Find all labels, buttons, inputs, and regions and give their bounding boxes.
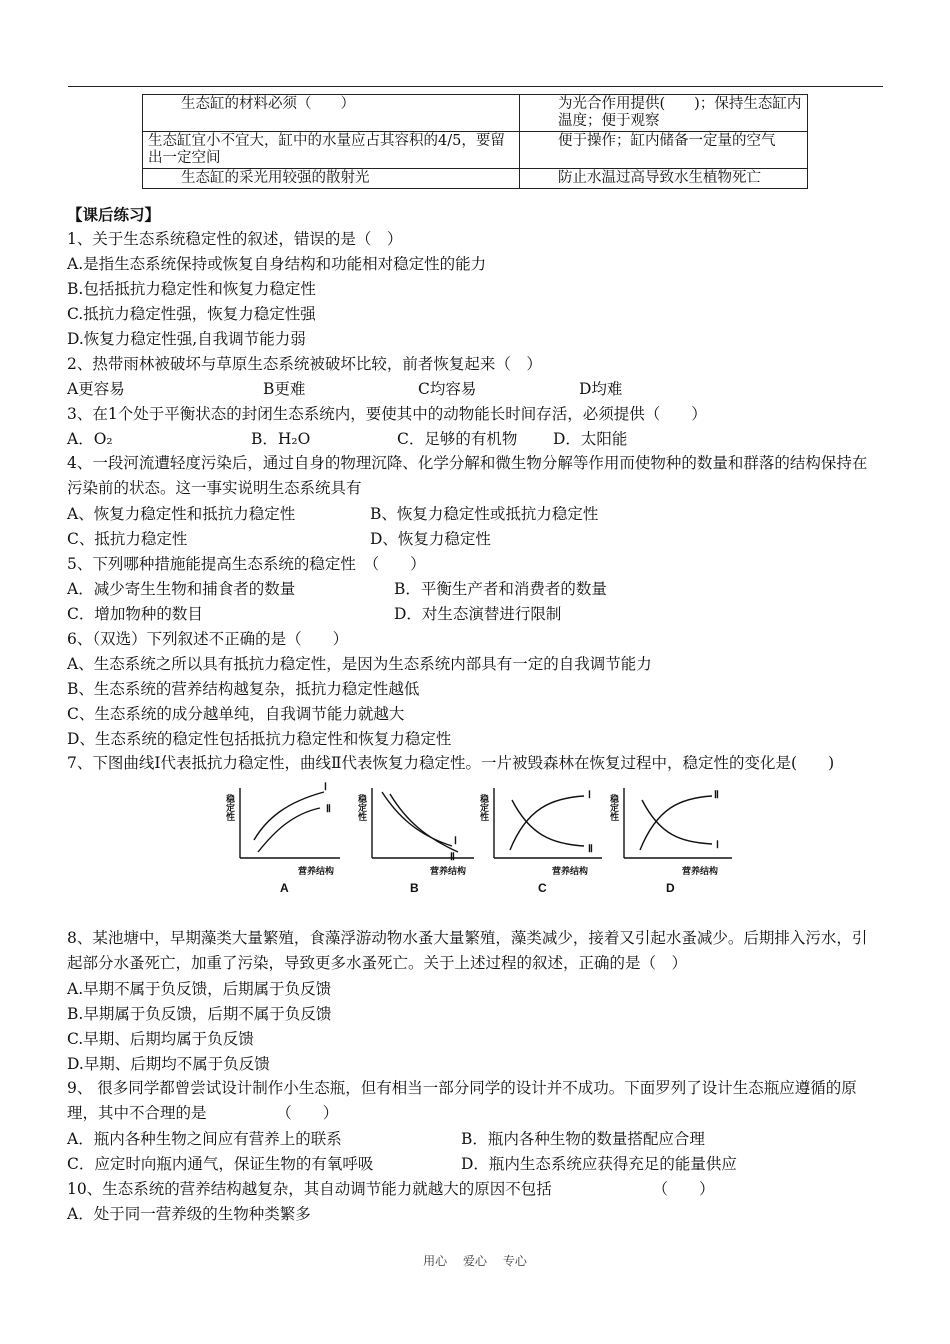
q3-option-a: A．O₂ [67,430,113,448]
question-6-stem: 6、（双选）下列叙述不正确的是（ ） [67,630,349,648]
q6-option-d: D、生态系统的稳定性包括抵抗力稳定性和恢复力稳定性 [67,730,452,748]
q2-option-b: B更难 [263,380,306,398]
table-cell: 防止水温过高导致水生植物死亡 [520,169,808,189]
q8-option-a: A.早期不属于负反馈，后期属于负反馈 [67,980,332,998]
panel-label-d: D [666,881,675,895]
q2-option-c: C均容易 [418,380,477,398]
question-10-stem: 10、生态系统的营养结构越复杂，其自动调节能力就越大的原因不包括 （ ） [67,1180,715,1198]
question-2-stem: 2、热带雨林被破坏与草原生态系统被破坏比较，前者恢复起来（ ） [67,355,542,373]
q1-option-c: C.抵抗力稳定性强，恢复力稳定性强 [67,305,316,323]
table-cell: 生态缸宜小不宜大，缸中的水量应占其容积的4/5，要留出一定空间 [143,132,520,169]
curve-label-c2: Ⅱ [588,844,593,855]
stability-curves-figure [212,780,760,896]
ylabel-b: 稳定性 [357,794,367,821]
question-4-stem: 4、一段河流遭轻度污染后，通过自身的物理沉降、化学分解和微生物分解等作用而使物种的数量和群落的结构保持在污染前的状态。这一事实说明生态系统具有 [67,454,868,497]
page-footer [0,1252,950,1269]
q9-option-b: B．瓶内各种生物的数量搭配应合理 [461,1130,705,1148]
curve-label-c1: Ⅰ [588,790,591,801]
q9-option-a: A．瓶内各种生物之间应有营养上的联系 [67,1130,342,1148]
footer-word: 专心 [502,1254,527,1268]
question-9-stem: 9、 很多同学都曾尝试设计制作小生态瓶，但有相当一部分同学的设计并不成功。下面罗列了设计生态瓶应遵循的原理，其中不合理的是 （ ） [67,1079,857,1122]
q8-option-b: B.早期属于负反馈，后期不属于负反馈 [67,1005,332,1023]
table-cell: 生态缸的材料必须（ ） [143,95,520,132]
table-row [143,169,808,189]
table-row [143,95,808,132]
q1-option-a: A.是指生态系统保持或恢复自身结构和功能相对稳定性的能力 [67,255,487,273]
question-3-stem: 3、在1个处于平衡状态的封闭生态系统内，要使其中的动物能长时间存活，必须提供（ ） [67,405,707,423]
table-cell: 便于操作；缸内储备一定量的空气 [520,132,808,169]
panel-a [240,788,340,858]
panel-label-b: B [410,881,419,895]
curve-label-b1: Ⅰ [454,836,457,847]
table-row [143,132,808,169]
q1-option-d: D.恢复力稳定性强,自我调节能力弱 [67,330,306,348]
table-cell: 为光合作用提供( )；保持生态缸内温度；便于观察 [520,95,808,132]
panel-label-a: A [280,881,289,895]
curve-label-a2: Ⅱ [326,804,331,815]
q4-option-b: B、恢复力稳定性或抵抗力稳定性 [370,505,599,523]
q10-option-a: A．处于同一营养级的生物种类繁多 [67,1205,311,1223]
q5-option-a: A．减少寄生生物和捕食者的数量 [67,580,296,598]
ylabel-d: 稳定性 [609,794,619,821]
ecobox-table [142,94,808,189]
q9-option-d: D．瓶内生态系统应获得充足的能量供应 [461,1155,737,1173]
q8-option-c: C.早期、后期均属于负反馈 [67,1030,254,1048]
q4-option-a: A、恢复力稳定性和抵抗力稳定性 [67,505,296,523]
xlabel-d: 营养结构 [682,866,719,876]
q8-option-d: D.早期、后期均不属于负反馈 [67,1055,270,1073]
xlabel-a: 营养结构 [298,866,335,876]
q9-option-c: C．应定时向瓶内通气，保证生物的有氧呼吸 [67,1155,374,1173]
ylabel-a: 稳定性 [225,794,235,821]
q4-option-c: C、抵抗力稳定性 [67,530,188,548]
ylabel-c: 稳定性 [479,794,489,821]
q5-option-c: C．增加物种的数目 [67,605,203,623]
top-rule [68,86,883,87]
q2-option-d: D均难 [579,380,623,398]
curve-label-d1: Ⅰ [716,840,719,851]
question-5-stem: 5、下列哪种措施能提高生态系统的稳定性 （ ） [67,555,426,573]
xlabel-c: 营养结构 [552,866,589,876]
panel-label-c: C [538,881,547,895]
table-cell: 生态缸的采光用较强的散射光 [143,169,520,189]
panel-b [372,788,474,858]
q4-option-d: D、恢复力稳定性 [370,530,491,548]
curve-label-d2: Ⅱ [714,790,719,801]
question-7-stem: 7、下图曲线Ⅰ代表抵抗力稳定性，曲线Ⅱ代表恢复力稳定性。一片被毁森林在恢复过程中，稳定性的变化是( ) [67,754,835,772]
q2-option-a: A更容易 [67,380,125,398]
footer-word: 用心 [423,1254,448,1268]
xlabel-b: 营养结构 [430,866,467,876]
q3-option-d: D．太阳能 [553,430,628,448]
footer-word: 爱心 [462,1254,487,1268]
q5-option-d: D．对生态演替进行限制 [394,605,562,623]
q6-option-a: A、生态系统之所以具有抵抗力稳定性，是因为生态系统内部具有一定的自我调节能力 [67,655,652,673]
q6-option-c: C、生态系统的成分越单纯，自我调节能力就越大 [67,705,405,723]
q6-option-b: B、生态系统的营养结构越复杂，抵抗力稳定性越低 [67,680,420,698]
curve-label-b2: Ⅱ [450,852,455,863]
curve-label-a1: Ⅰ [324,782,327,793]
q5-option-b: B．平衡生产者和消费者的数量 [394,580,607,598]
q3-option-b: B．H₂O [251,430,311,448]
section-title: 【课后练习】 [67,205,161,224]
q3-option-c: C．足够的有机物 [397,430,518,448]
panel-c [494,788,602,858]
q1-option-b: B.包括抵抗力稳定性和恢复力稳定性 [67,280,316,298]
question-8-stem: 8、某池塘中，早期藻类大量繁殖，食藻浮游动物水蚤大量繁殖，藻类减少，接着又引起水蚤减少。后期排入污水，引起部分水蚤死亡，加重了污染，导致更多水蚤死亡。关于上述过程的叙述，正确的是（ ） [67,929,868,972]
question-1-stem: 1、关于生态系统稳定性的叙述，错误的是（ ） [67,230,403,248]
